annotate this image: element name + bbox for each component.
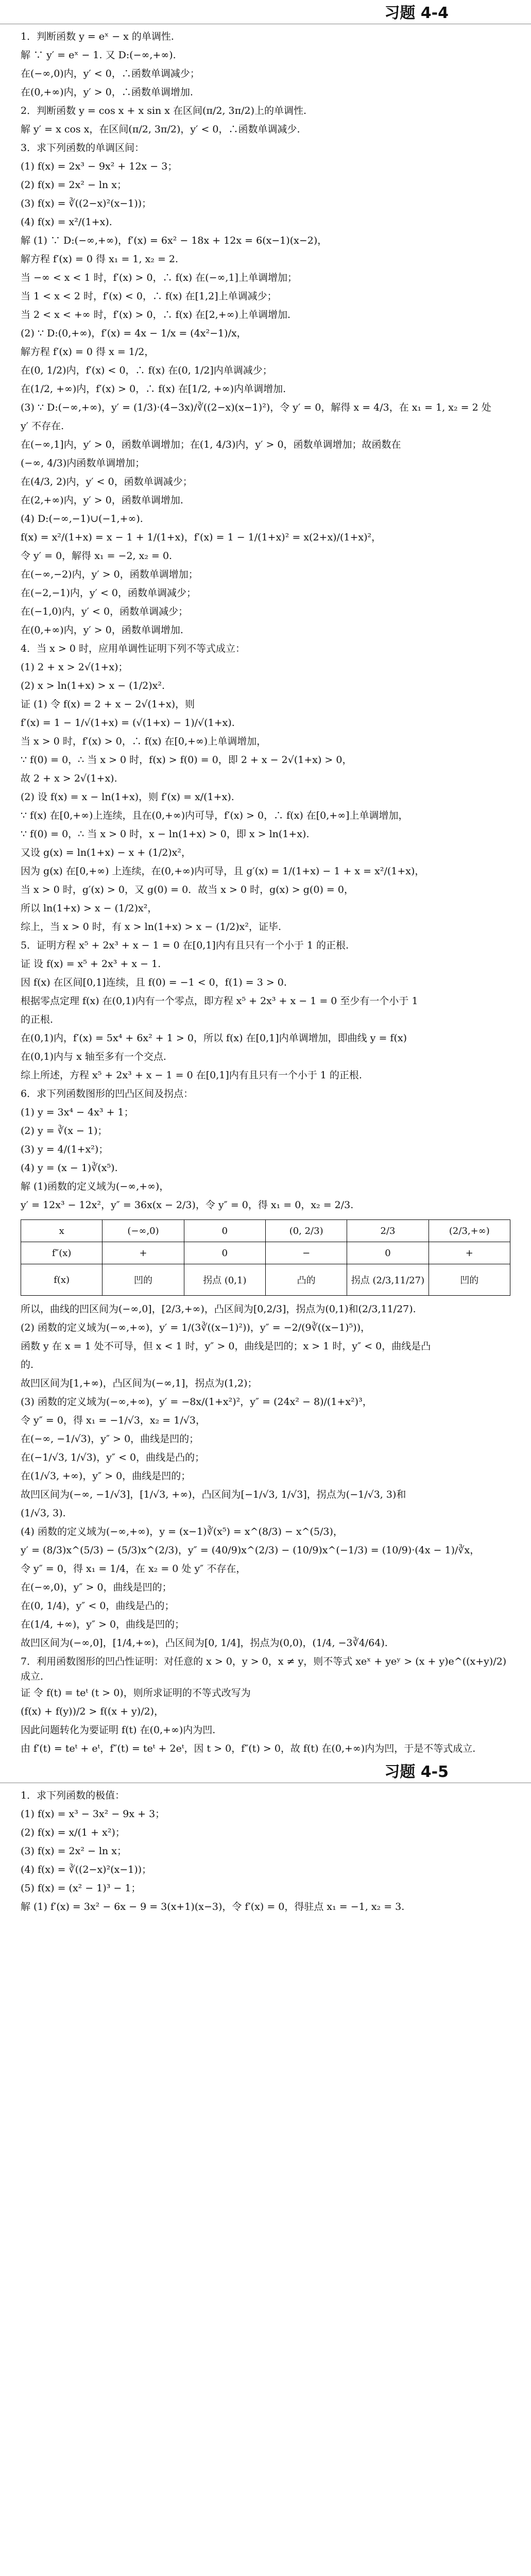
- table-cell: 凹的: [429, 1264, 510, 1296]
- text-line: (3) 函数的定义域为(−∞,+∞)，y′ = −8x/(1+x²)²，y″ = (24x² − 8)/(1+x²)³，: [21, 1396, 372, 1408]
- text-line: 证 设 f(x) = x⁵ + 2x³ + x − 1.: [21, 958, 161, 970]
- text-line: 在(4/3, 2)内，y′ < 0，函数单调减少；: [21, 476, 193, 487]
- text-line: (1) f(x) = 2x³ − 9x² + 12x − 3；: [21, 161, 178, 172]
- section-title: 习题 4-4: [384, 4, 449, 22]
- text-line: 当 1 < x < 2 时，f′(x) < 0，∴ f(x) 在[1,2]上单调减少；: [21, 291, 277, 302]
- text-line: (1) y = 3x⁴ − 4x³ + 1；: [21, 1107, 134, 1118]
- text-line: 在(1/√3, +∞)，y″ > 0，曲线是凹的；: [21, 1470, 191, 1482]
- text-line: 在(−∞,−2)内，y′ > 0，函数单调增加；: [21, 569, 198, 580]
- text-line: 1．求下列函数的极值：: [21, 1789, 125, 1801]
- text-line: 综上所述，方程 x⁵ + 2x³ + x − 1 = 0 在[0,1]内有且只有一个小于 1 的正根.: [21, 1070, 362, 1081]
- text-line: 在(2,+∞)内，y′ > 0，函数单调增加.: [21, 495, 183, 506]
- text-line: 当 x > 0 时，f′(x) > 0，∴ f(x) 在[0,+∞)上单调增加，: [21, 736, 267, 747]
- table-cell: +: [429, 1242, 510, 1264]
- text-line: (2) 设 f(x) = x − ln(1+x)，则 f′(x) = x/(1+x).: [21, 791, 234, 803]
- text-line: (2) 函数的定义域为(−∞,+∞)，y′ = 1/(3∛((x−1)²))，y″ = −2/(9∛((x−1)⁵))，: [21, 1322, 371, 1333]
- table-cell: 拐点 (2/3,11/27): [347, 1264, 429, 1296]
- table-cell: 拐点 (0,1): [184, 1264, 265, 1296]
- text-line: ∵ f(0) = 0，∴ 当 x > 0 时，f(x) > f(0) = 0，即 2 + x − 2√(1+x) > 0，: [21, 754, 352, 766]
- text-line: (4) D:(−∞,−1)∪(−1,+∞).: [21, 513, 143, 524]
- text-line: 在(−1/√3, 1/√3)，y″ < 0，曲线是凸的；: [21, 1452, 205, 1463]
- text-line: 解 y′ = x cos x，在区间(π/2, 3π/2)，y′ < 0，∴函数单调减少.: [21, 124, 300, 135]
- table-cell: 凹的: [102, 1264, 184, 1296]
- text-line: (1/√3, 3).: [21, 1507, 66, 1519]
- text-line: (4) f(x) = x²/(1+x).: [21, 216, 112, 228]
- text-line: 在(1/2, +∞)内，f′(x) > 0，∴ f(x) 在[1/2, +∞)内单调增加.: [21, 383, 286, 395]
- text-line: 解方程 f′(x) = 0 得 x = 1/2，: [21, 346, 155, 358]
- text-line: 故 2 + x > 2√(1+x).: [21, 773, 117, 784]
- text-line: 在(0,+∞)内，y′ > 0，∴函数单调增加.: [21, 87, 193, 98]
- text-line: y′ = (8/3)x^(5/3) − (5/3)x^(2/3)，y″ = (40/9)x^(2/3) − (10/9)x^(−1/3) = (10/9)·(4x − 1)/∛x，: [21, 1545, 480, 1556]
- text-line: (4) y = (x − 1)∛(x⁵).: [21, 1162, 118, 1174]
- text-line: 故凹区间为(−∞, −1/√3]，[1/√3, +∞)，凸区间为[−1/√3, 1/√3]，拐点为(−1/√3, 3)和: [21, 1489, 406, 1500]
- text-line: f(x) = x²/(1+x) = x − 1 + 1/(1+x)，f′(x) = 1 − 1/(1+x)² = x(2+x)/(1+x)²，: [21, 532, 382, 543]
- text-line: y′ 不存在.: [21, 420, 64, 432]
- table-cell: f(x): [21, 1264, 102, 1296]
- text-line: 7．利用函数图形的凹凸性证明：对任意的 x > 0，y > 0，x ≠ y，则不等式 xeˣ + yeʸ > (x + y)e^((x+y)/2) 成立.: [21, 1656, 507, 1683]
- text-line: 令 y″ = 0，得 x₁ = 1/4，在 x₂ = 0 处 y″ 不存在，: [21, 1563, 246, 1574]
- text-line: 当 2 < x < +∞ 时，f′(x) > 0，∴ f(x) 在[2,+∞)上单调增加.: [21, 309, 290, 320]
- table-cell: 凸的: [265, 1264, 347, 1296]
- text-line: 在(0,+∞)内，y′ > 0，函数单调增加.: [21, 624, 183, 636]
- table-cell: +: [102, 1242, 184, 1264]
- text-line: 5．证明方程 x⁵ + 2x³ + x − 1 = 0 在[0,1]内有且只有一个小于 1 的正根.: [21, 940, 349, 951]
- table-cell: 0: [184, 1220, 265, 1242]
- text-line: 证 令 f(t) = teᵗ (t > 0)，则所求证明的不等式改写为: [21, 1687, 251, 1699]
- document-page: [0, 3, 531, 2576]
- text-line: 在(1/4, +∞)，y″ > 0，曲线是凹的；: [21, 1619, 185, 1630]
- text-line: (4) f(x) = ∛((2−x)²(x−1))；: [21, 1863, 152, 1875]
- text-line: 令 y″ = 0，得 x₁ = −1/√3，x₂ = 1/√3，: [21, 1415, 205, 1426]
- text-line: 4．当 x > 0 时，应用单调性证明下列不等式成立：: [21, 643, 245, 654]
- text-line: (2) ∵ D:(0,+∞)，f′(x) = 4x − 1/x = (4x²−1)/x，: [21, 328, 247, 339]
- text-line: (f(x) + f(y))/2 > f((x + y)/2)，: [21, 1705, 164, 1717]
- text-line: 在(0,1)内与 x 轴至多有一个交点.: [21, 1051, 166, 1062]
- table-cell: −: [265, 1242, 347, 1264]
- text-line: 由 f′(t) = teᵗ + eᵗ，f″(t) = teᵗ + 2eᵗ，因 t > 0，f″(t) > 0，故 f(t) 在(0,+∞)内为凹，于是不等式成立.: [21, 1742, 476, 1754]
- text-line: (−∞, 4/3)内函数单调增加；: [21, 457, 145, 469]
- text-line: 解 (1) f′(x) = 3x² − 6x − 9 = 3(x+1)(x−3)，令 f′(x) = 0，得驻点 x₁ = −1, x₂ = 3.: [21, 1901, 405, 1912]
- sign-table: [21, 1219, 510, 1296]
- text-line: 在(−∞,0)内，y′ < 0，∴函数单调减少；: [21, 68, 200, 79]
- text-line: 6．求下列函数图形的凹凸区间及拐点：: [21, 1088, 194, 1099]
- text-line: 当 x > 0 时，g′(x) > 0，又 g(0) = 0．故当 x > 0 时，g(x) > g(0) = 0，: [21, 884, 354, 895]
- text-line: (5) f(x) = (x² − 1)³ − 1；: [21, 1882, 141, 1894]
- section-body-continued: [21, 1302, 510, 1759]
- table-cell: (0, 2/3): [265, 1220, 347, 1242]
- text-line: 解方程 f′(x) = 0 得 x₁ = 1, x₂ = 2.: [21, 253, 179, 265]
- text-line: 所以，曲线的凹区间为(−∞,0]，[2/3,+∞)，凸区间为[0,2/3]，拐点为(0,1)和(2/3,11/27).: [21, 1303, 416, 1315]
- text-line: 函数 y 在 x = 1 处不可导，但 x < 1 时，y″ > 0，曲线是凹的；x > 1 时，y″ < 0，曲线是凸: [21, 1341, 431, 1352]
- section-body: [21, 29, 510, 1215]
- section-body: [21, 1788, 510, 1917]
- table-cell: 2/3: [347, 1220, 429, 1242]
- section-title: 习题 4-5: [384, 1762, 449, 1781]
- text-line: 因此问题转化为要证明 f(t) 在(0,+∞)内为凹.: [21, 1724, 216, 1736]
- text-line: 故凹区间为(−∞,0]，[1/4,+∞)，凸区间为[0, 1/4]，拐点为(0,0)，(1/4, −3∛4/64).: [21, 1637, 388, 1649]
- text-line: 证 (1) 令 f(x) = 2 + x − 2√(1+x)，则: [21, 699, 195, 710]
- text-line: (2) f(x) = x/(1 + x²)；: [21, 1826, 125, 1838]
- text-line: ∵ f(0) = 0，∴ 当 x > 0 时，x − ln(1+x) > 0，即 x > ln(1+x).: [21, 828, 310, 840]
- text-line: 1．判断函数 y = eˣ − x 的单调性.: [21, 31, 174, 42]
- sign-table-header-row: [21, 1220, 510, 1242]
- text-line: 在(−1,0)内，y′ < 0，函数单调减少；: [21, 606, 189, 617]
- text-line: 在(−∞,1]内，y′ > 0，函数单调增加；在(1, 4/3)内，y′ > 0，函数单调增加；故函数在: [21, 439, 401, 450]
- table-cell: (−∞,0): [102, 1220, 184, 1242]
- text-line: (2) x > ln(1+x) > x − (1/2)x².: [21, 680, 165, 691]
- text-line: (3) ∵ D:(−∞,+∞)，y′ = (1/3)·(4−3x)/∛((2−x)(x−1)²)，令 y′ = 0，解得 x = 4/3，在 x₁ = 1, x₂ = 2 处: [21, 402, 491, 413]
- text-line: 解 (1)函数的定义域为(−∞,+∞)，: [21, 1181, 169, 1192]
- text-line: 2．判断函数 y = cos x + x sin x 在区间(π/2, 3π/2)上的单调性.: [21, 105, 307, 116]
- table-cell: 0: [184, 1242, 265, 1264]
- text-line: 解 (1) ∵ D:(−∞,+∞)，f′(x) = 6x² − 18x + 12x = 6(x−1)(x−2)，: [21, 235, 328, 246]
- text-line: 因为 g(x) 在[0,+∞) 上连续，在(0,+∞)内可导，且 g′(x) = 1/(1+x) − 1 + x = x²/(1+x)，: [21, 866, 425, 877]
- text-line: 的.: [21, 1359, 34, 1370]
- text-line: 因 f(x) 在区间[0,1]连续，且 f(0) = −1 < 0，f(1) = 3 > 0.: [21, 977, 287, 988]
- text-line: 在(0,1)内，f′(x) = 5x⁴ + 6x² + 1 > 0，所以 f(x) 在[0,1]内单调增加，即曲线 y = f(x): [21, 1032, 407, 1044]
- text-line: 在(−2,−1)内，y′ < 0，函数单调减少；: [21, 587, 197, 599]
- table-cell: f″(x): [21, 1242, 102, 1264]
- text-line: (1) 2 + x > 2√(1+x)；: [21, 662, 128, 673]
- text-line: 3．求下列函数的单调区间：: [21, 142, 145, 154]
- text-line: 又设 g(x) = ln(1+x) − x + (1/2)x²，: [21, 847, 192, 858]
- text-line: 根据零点定理 f(x) 在(0,1)内有一个零点，即方程 x⁵ + 2x³ + x − 1 = 0 至少有一个小于 1: [21, 995, 418, 1007]
- table-cell: (2/3,+∞): [429, 1220, 510, 1242]
- text-line: 在(−∞, −1/√3)，y″ > 0，曲线是凹的；: [21, 1433, 199, 1445]
- text-line: 在(0, 1/2)内，f′(x) < 0，∴ f(x) 在(0, 1/2]内单调减少；: [21, 365, 272, 376]
- text-line: 解 ∵ y′ = eˣ − 1. 又 D:(−∞,+∞).: [21, 49, 176, 61]
- sign-table-derivative-row: [21, 1242, 510, 1264]
- text-line: 在(−∞,0)，y″ > 0，曲线是凹的；: [21, 1582, 172, 1593]
- text-line: 当 −∞ < x < 1 时，f′(x) > 0，∴ f(x) 在(−∞,1]上单调增加；: [21, 272, 297, 283]
- text-line: (1) f(x) = x³ − 3x² − 9x + 3；: [21, 1808, 165, 1820]
- text-line: f′(x) = 1 − 1/√(1+x) = (√(1+x) − 1)/√(1+x).: [21, 717, 235, 728]
- text-line: 综上，当 x > 0 时，有 x > ln(1+x) > x − (1/2)x²，证毕.: [21, 921, 281, 933]
- text-line: (2) y = ∛(x − 1)；: [21, 1125, 108, 1137]
- text-line: (4) 函数的定义域为(−∞,+∞)，y = (x−1)∛(x⁵) = x^(8/3) − x^(5/3)，: [21, 1526, 343, 1537]
- sign-table-function-row: [21, 1264, 510, 1296]
- text-line: 令 y′ = 0，解得 x₁ = −2, x₂ = 0.: [21, 550, 173, 562]
- text-line: 的正根.: [21, 1014, 54, 1025]
- table-cell: 0: [347, 1242, 429, 1264]
- text-line: ∵ f(x) 在[0,+∞)上连续，且在(0,+∞)内可导，f′(x) > 0，∴ f(x) 在[0,+∞]上单调增加，: [21, 810, 408, 821]
- text-line: (3) f(x) = ∛((2−x)²(x−1))；: [21, 198, 152, 209]
- text-line: (2) f(x) = 2x² − ln x；: [21, 179, 127, 191]
- text-line: 在(0, 1/4)，y″ < 0，曲线是凸的；: [21, 1600, 175, 1612]
- text-line: 故凹区间为[1,+∞)，凸区间为(−∞,1]，拐点为(1,2)；: [21, 1378, 258, 1389]
- text-line: (3) f(x) = 2x² − ln x；: [21, 1845, 127, 1857]
- text-line: 所以 ln(1+x) > x − (1/2)x²，: [21, 903, 158, 914]
- text-line: y′ = 12x³ − 12x²，y″ = 36x(x − 2/3)，令 y″ = 0，得 x₁ = 0，x₂ = 2/3.: [21, 1199, 354, 1211]
- text-line: (3) y = 4/(1+x²)；: [21, 1144, 109, 1155]
- table-cell: x: [21, 1220, 102, 1242]
